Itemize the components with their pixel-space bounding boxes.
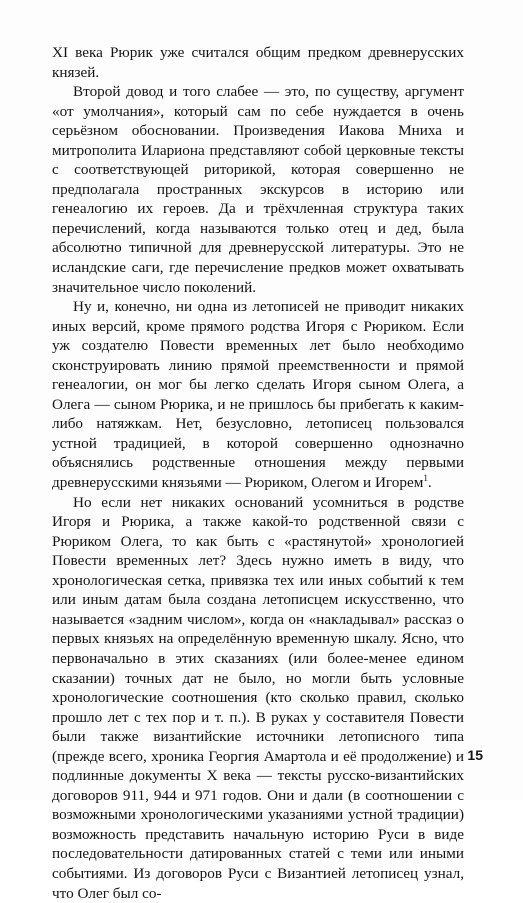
footnote-marker[interactable]: 1 [423, 473, 428, 484]
paragraph-3: Ну и, конечно, ни одна из летописей не приводит никаких иных версий, кроме прямого родства Игоря с Рюриком. Если уж создателю Повести временных лет было необходимо сконструировать линию прямой преемственности и прямой генеалогии, он мог бы легко сделать Игоря сыном Олега, а Олега — сыном Рюрика, и не пришлось бы прибегать к каким-либо натяжкам. Нет, безусловно, летописец пользовался устной традицией, в которой совершенно однозначно объяснялись родственные отношения между первыми древнерусскими князьями — Рюриком, Олегом и Игорем$^1$. [52, 298, 464, 492]
paragraph-3-text: Ну и, конечно, ни одна из летописей не приводит никаких иных версий, кроме прямого родства Игоря с Рюриком. Если уж создателю Повести временных лет было необходимо сконструировать линию прямой преемственности и прямой генеалогии, он мог бы легко сделать Игоря сыном Олега, а Олега — сыном Рюрика, и не пришлось бы прибегать к каким-либо натяжкам. Нет, безусловно, летописец пользовался устной традицией, в которой совершенно однозначно объяснялись родственные отношения между первыми древнерусскими князьями — Рюриком, Олегом и Игорем [52, 298, 464, 492]
page-number: 15 [467, 747, 483, 763]
body-text [52, 43, 464, 903]
paragraph-2: Второй довод и того слабее — это, по существу, аргумент «от умолчания», который сам по себе нуждается в очень серьёзном обосновании. Произведения Иакова Мниха и митрополита Илариона представляют собой церковные тексты с соответствующей риторикой, которая совершенно не предполагала пространных экскурсов в историю или генеалогию их героев. Да и трёхчленная структура таких перечислений, когда называются только отец и дед, была абсолютно типичной для древнерусской литературы. Это не исландские саги, где перечисление предков может охватывать значительное число поколений. [52, 83, 464, 296]
paragraph-4: Но если нет никаких оснований усомниться в родстве Игоря и Рюрика, а также какой-то родственной связи с Рюриком Олега, то как быть с «растянутой» хронологией Повести временных лет? Здесь нужно иметь в виду, что хронологическая сетка, привязка тех или иных событий к тем или иным датам была создана летописцем искусственно, что называется «задним числом», когда он «накладывал» рассказ о первых князьях на определённую временную шкалу. Ясно, что первоначально в этих сказаниях (или более-менее едином сказании) точных дат не было, но могли быть условные хронологические соотношения (кто сколько правил, сколько прошло лет с тех пор и т. п.). В руках у составителя Повести были также византийские источники летописного типа (прежде всего, хроника Георгия Амартола и её продолжение) и подлинные документы X века — тексты русско-византийских договоров 911, 944 и 971 годов. Они и дали (в соотношении с возможными хронологическими указаниями устной традиции) возможность представить начальную историю Руси в виде последовательности датированных статей с теми или иными событиями. Из договоров Руси с Византией летописец узнал, что Олег был со- [52, 493, 464, 902]
paragraph-1: XI века Рюрик уже считался общим предком древнерусских князей. [52, 44, 464, 81]
